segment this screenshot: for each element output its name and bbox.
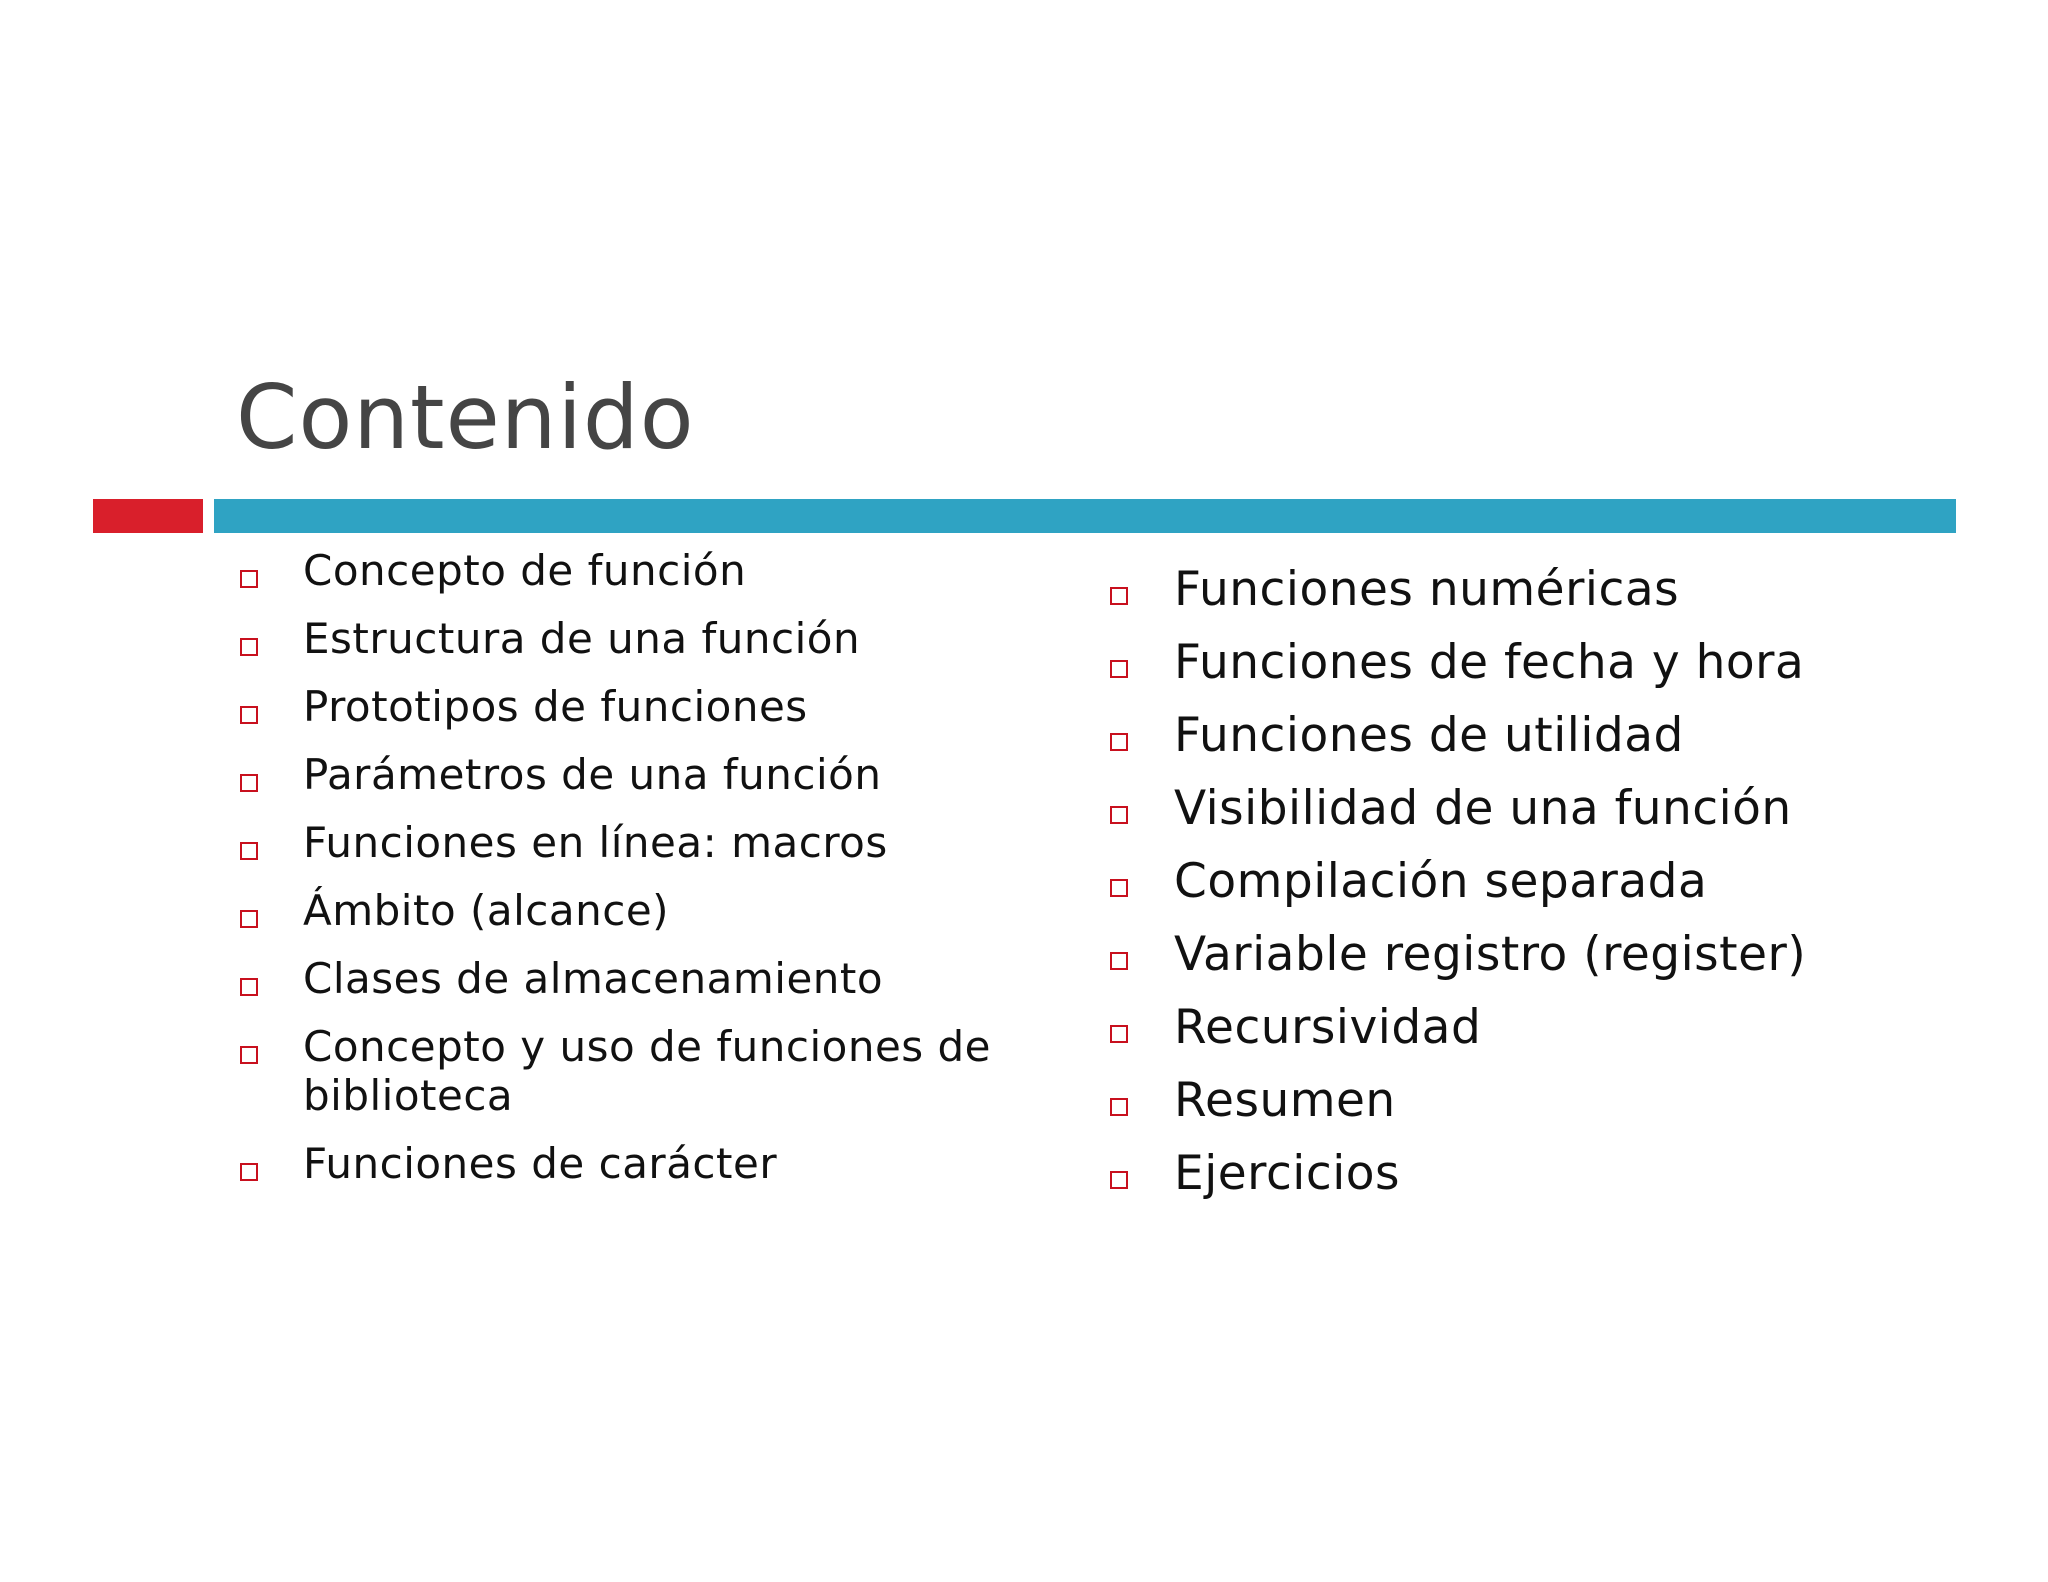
square-bullet-icon [240, 638, 258, 656]
list-item [237, 818, 1017, 867]
list-item [1107, 1000, 1967, 1056]
square-bullet-icon [1110, 660, 1128, 678]
square-bullet-icon [1110, 587, 1128, 605]
square-bullet-icon [240, 570, 258, 588]
list-item-label: Visibilidad de una función [1174, 781, 1792, 836]
square-bullet-icon [1110, 1025, 1128, 1043]
list-item-label: Variable registro (register) [1174, 927, 1807, 982]
square-bullet-icon [240, 1046, 258, 1064]
list-item [1107, 562, 1967, 618]
list-item [237, 1139, 1017, 1188]
list-item [1107, 781, 1967, 837]
list-item-label: Estructura de una función [303, 614, 861, 663]
list-item [237, 546, 1017, 595]
slide-title: Contenido [236, 366, 695, 469]
square-bullet-icon [1110, 879, 1128, 897]
list-item-label: Funciones de carácter [303, 1139, 778, 1188]
square-bullet-icon [240, 774, 258, 792]
list-item-label: Recursividad [1174, 1000, 1482, 1055]
list-item-label: Funciones de fecha y hora [1174, 635, 1805, 690]
list-item [1107, 927, 1967, 983]
list-item-label: Ejercicios [1174, 1146, 1401, 1201]
square-bullet-icon [240, 910, 258, 928]
list-item-label: Parámetros de una función [303, 750, 882, 799]
list-item [237, 954, 1017, 1003]
square-bullet-icon [240, 842, 258, 860]
contents-list-right [1107, 562, 1967, 1219]
contents-list-left [237, 546, 1017, 1207]
list-item-label: Funciones numéricas [1174, 562, 1680, 617]
title-accent-bar-red [93, 499, 203, 533]
list-item-label: Funciones en línea: macros [303, 818, 888, 867]
list-item-label: Resumen [1174, 1073, 1396, 1128]
list-item [1107, 635, 1967, 691]
square-bullet-icon [240, 1163, 258, 1181]
square-bullet-icon [1110, 1098, 1128, 1116]
square-bullet-icon [1110, 952, 1128, 970]
list-item-label: Concepto de función [303, 546, 747, 595]
list-item [237, 1022, 1017, 1120]
list-item-label: Funciones de utilidad [1174, 708, 1684, 763]
square-bullet-icon [240, 706, 258, 724]
list-item [1107, 1146, 1967, 1202]
list-item-label: Clases de almacenamiento [303, 954, 884, 1003]
list-item [1107, 1073, 1967, 1129]
list-item [237, 682, 1017, 731]
square-bullet-icon [1110, 733, 1128, 751]
list-item-label: Concepto y uso de funciones de biblioteca [303, 1022, 992, 1120]
list-item [1107, 708, 1967, 764]
list-item-label: Prototipos de funciones [303, 682, 808, 731]
list-item [237, 614, 1017, 663]
square-bullet-icon [1110, 806, 1128, 824]
list-item [1107, 854, 1967, 910]
title-accent-bar-blue [214, 499, 1956, 533]
square-bullet-icon [1110, 1171, 1128, 1189]
list-item [237, 750, 1017, 799]
square-bullet-icon [240, 978, 258, 996]
list-item-label: Compilación separada [1174, 854, 1708, 909]
list-item [237, 886, 1017, 935]
list-item-label: Ámbito (alcance) [303, 886, 670, 935]
